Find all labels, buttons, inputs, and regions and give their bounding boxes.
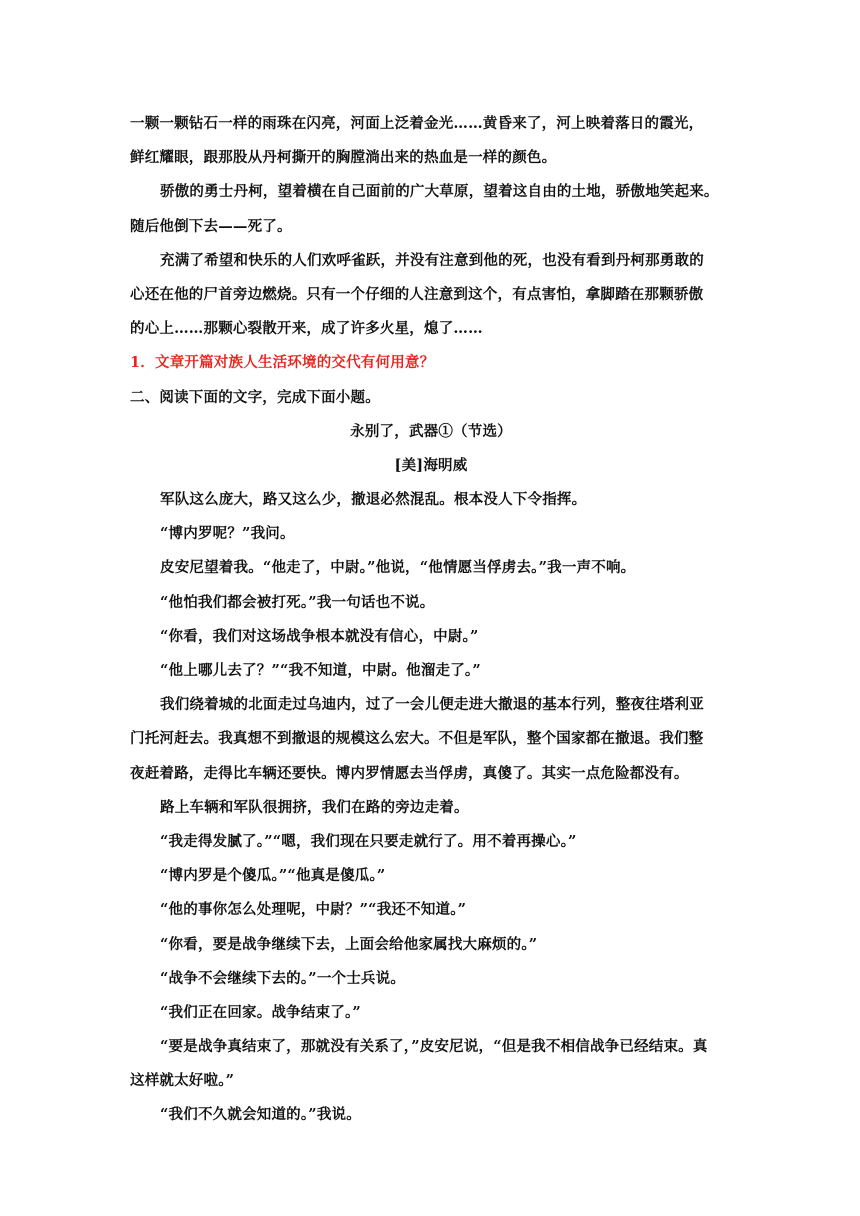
passage-paragraph: “战争不会继续下去的。”一个士兵说。 [160,969,406,987]
passage-paragraph: 我们绕着城的北面走过乌迪内，过了一会儿便走进大撤退的基本行列，整夜往塔利亚 [160,696,704,714]
passage-paragraph: “他怕我们都会被打死。”我一句话也不说。 [160,593,435,611]
story-line: 心还在他的尸首旁边燃烧。只有一个仔细的人注意到这个，有点害怕，拿脚踏在那颗骄傲 [130,285,704,303]
passage-paragraph: “我走得发腻了。”“嗯，我们现在只要走就行了。用不着再操心。” [160,832,577,850]
passage-line: 门托河赶去。我真想不到撤退的规模这么宏大。不但是军队，整个国家都在撤退。我们整 [130,730,704,748]
story-line: 一颗一颗钻石一样的雨珠在闪亮，河面上泛着金光……黄昏来了，河上映着落日的霞光， [130,115,704,132]
story-paragraph: 充满了希望和快乐的人们欢呼雀跃，并没有注意到他的死，也没有看到丹柯那勇敢的 [160,251,704,269]
passage-paragraph: “他的事你怎么处理呢，中尉？”“我还不知道。” [160,901,467,919]
question-1: 1．文章开篇对族人生活环境的交代有何用意？ [130,354,435,372]
passage-paragraph: “你看，要是战争继续下去，上面会给他家属找大麻烦的。” [160,935,538,953]
story-line: 的心上……那颗心裂散开来，成了许多火星，熄了…… [130,320,483,338]
passage-paragraph: 军队这么庞大，路又这么少，撤退必然混乱。根本没人下令指挥。 [160,491,587,509]
passage-paragraph: “要是战争真结束了，那就没有关系了，”皮安尼说，“但是我不相信战争已经结束。真 [160,1038,708,1056]
document-body [130,107,732,1133]
passage-author: [美]海明威 [394,456,468,474]
passage-title: 永别了，武器①（节选） [350,422,512,440]
passage-paragraph: “博内罗是个傻瓜。”“他真是傻瓜。” [160,867,386,885]
passage-paragraph: “我们不久就会知道的。”我说。 [160,1106,361,1124]
passage-paragraph: “他上哪儿去了？”“我不知道，中尉。他溜走了。” [160,662,481,679]
story-line: 鲜红耀眼，跟那股从丹柯撕开的胸膛淌出来的热血是一样的颜色。 [130,149,557,167]
passage-paragraph: “博内罗呢？”我问。 [160,525,295,543]
section-heading: 二、阅读下面的文字，完成下面小题。 [130,388,380,406]
passage-line: 这样就太好啦。” [130,1072,235,1090]
passage-line: 夜赶着路，走得比车辆还要快。博内罗情愿去当俘虏，真傻了。其实一点危险都没有。 [130,764,689,782]
passage-paragraph: “我们正在回家。战争结束了。” [160,1003,361,1021]
passage-paragraph: 皮安尼望着我。“他走了，中尉。”他说，“他情愿当俘虏去。”我一声不响。 [160,559,636,577]
story-paragraph: 骄傲的勇士丹柯，望着横在自己面前的广大草原，望着这自由的土地，骄傲地笑起来。 [160,183,719,201]
passage-paragraph: “你看，我们对这场战争根本就没有信心，中尉。” [160,627,479,645]
passage-paragraph: 路上车辆和军队很拥挤，我们在路的旁边走着。 [160,798,469,816]
story-line: 随后他倒下去——死了。 [130,217,292,235]
